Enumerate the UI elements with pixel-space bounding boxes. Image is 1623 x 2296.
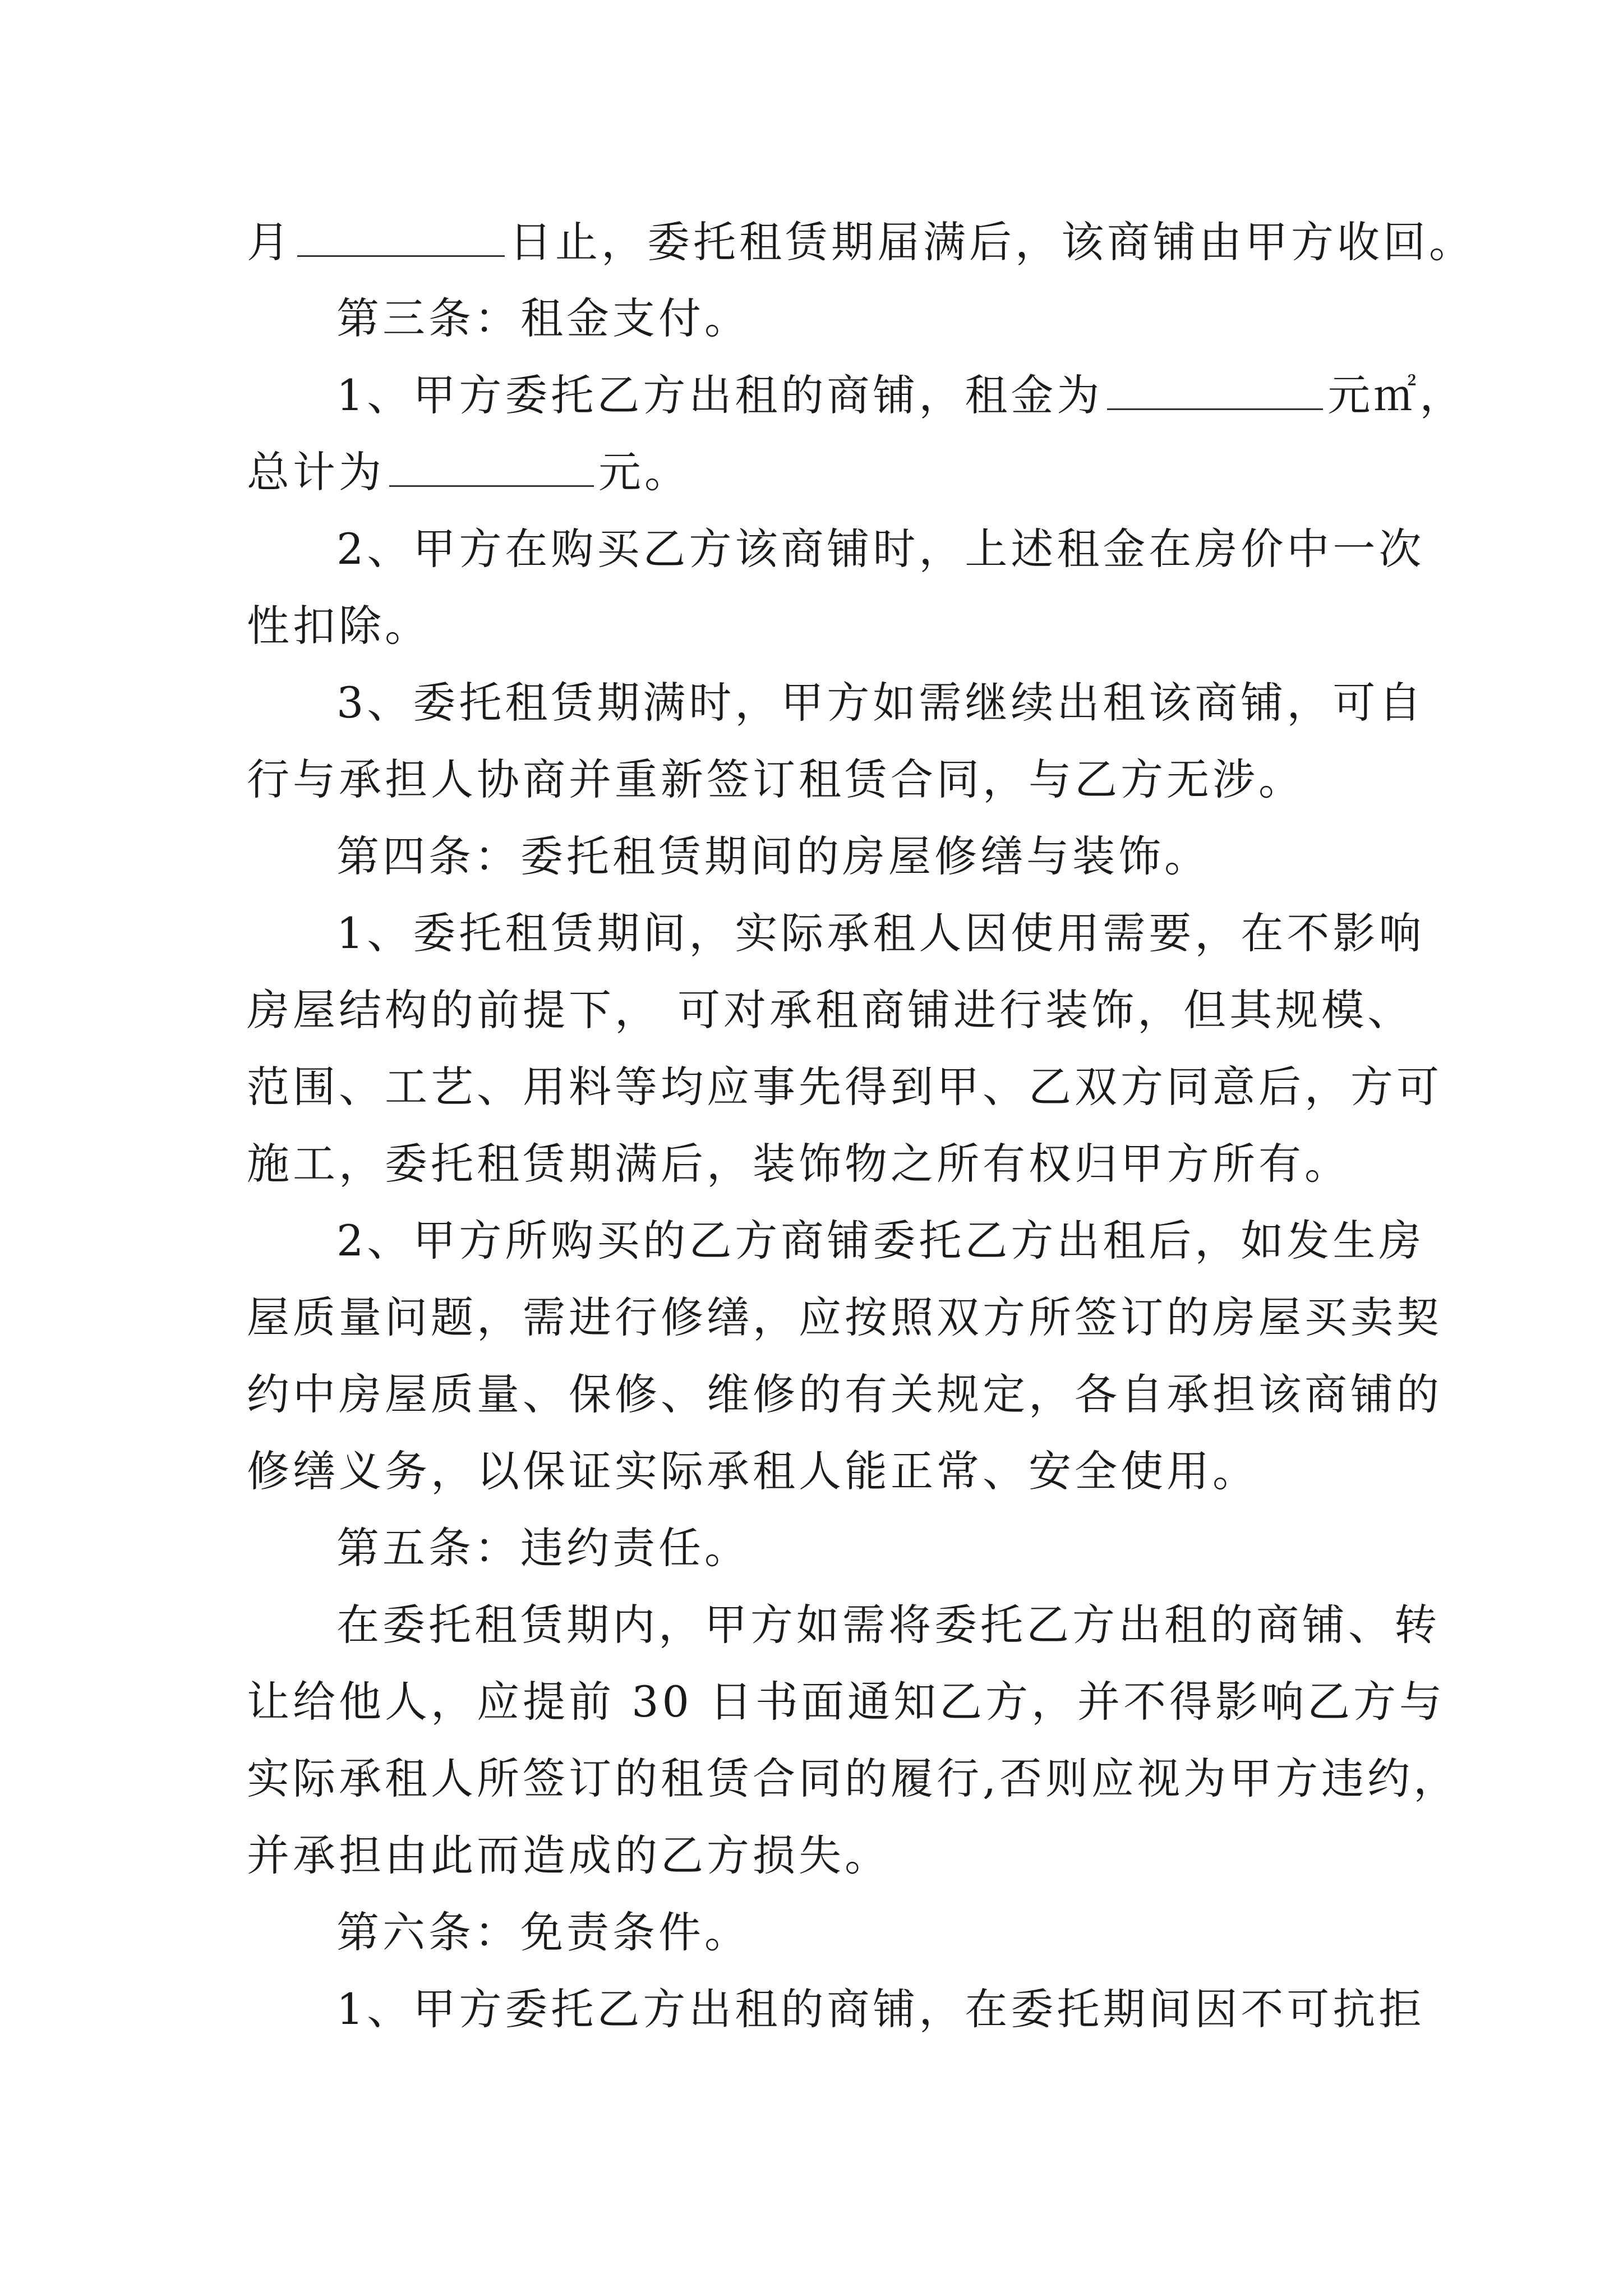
text-line: 实际承租人所签订的租赁合同的履行,否则应视为甲方违约， — [247, 1754, 1460, 1803]
text-line — [247, 214, 1475, 270]
text-line: 让给他人，应提前 30 日书面通知乙方，并不得影响乙方与 — [247, 1677, 1446, 1727]
text-line: 约中房屋质量、保修、维修的有关规定，各自承担该商铺的 — [247, 1369, 1442, 1419]
text-line: 1、委托租赁期间，实际承租人因使用需要，在不影响 — [336, 908, 1425, 958]
text-segment: 元㎡， — [1327, 370, 1466, 420]
text-line: 行与承担人协商并重新签订租赁合同，与乙方无涉。 — [247, 754, 1304, 804]
text-line: 3、委托租赁期满时，甲方如需继续出租该商铺，可自 — [336, 678, 1425, 728]
text-line — [336, 367, 1465, 424]
article-heading: 第四条：委托租赁期间的房屋修缮与装饰。 — [336, 831, 1210, 881]
article-heading: 第六条：免责条件。 — [336, 1907, 750, 1957]
text-segment: 月 — [247, 217, 293, 267]
blank-underline — [297, 216, 505, 257]
text-segment: 元。 — [598, 447, 690, 497]
text-line: 1、甲方委托乙方出租的商铺，在委托期间因不可抗拒 — [336, 1984, 1425, 2034]
text-segment: 总计为 — [247, 447, 385, 497]
article-heading: 第三条：租金支付。 — [336, 293, 750, 343]
text-line: 施工，委托租赁期满后，装饰物之所有权归甲方所有。 — [247, 1139, 1350, 1189]
text-line: 在委托租赁期内，甲方如需将委托乙方出租的商铺、转 — [336, 1600, 1440, 1650]
text-line: 范围、工艺、用料等均应事先得到甲、乙双方同意后，方可 — [247, 1062, 1442, 1112]
article-heading: 第五条：违约责任。 — [336, 1523, 750, 1573]
text-line: 并承担由此而造成的乙方损失。 — [247, 1830, 891, 1880]
text-line: 修缮义务，以保证实际承租人能正常、安全使用。 — [247, 1446, 1258, 1496]
text-line: 2、甲方在购买乙方该商铺时，上述租金在房价中一次 — [336, 524, 1425, 574]
blank-underline — [389, 446, 594, 487]
text-line: 2、甲方所购买的乙方商铺委托乙方出租后，如发生房 — [336, 1216, 1425, 1266]
text-line: 性扣除。 — [247, 601, 431, 651]
text-segment: 日止，委托租赁期届满后，该商铺由甲方收回。 — [509, 217, 1475, 267]
text-line — [247, 444, 690, 500]
text-line: 房屋结构的前提下， 可对承租商铺进行装饰，但其规模、 — [247, 985, 1414, 1035]
text-line: 屋质量问题，需进行修缮，应按照双方所签订的房屋买卖契 — [247, 1292, 1442, 1342]
blank-underline — [1107, 369, 1323, 410]
text-segment: 1、甲方委托乙方出租的商铺，租金为 — [336, 370, 1103, 420]
